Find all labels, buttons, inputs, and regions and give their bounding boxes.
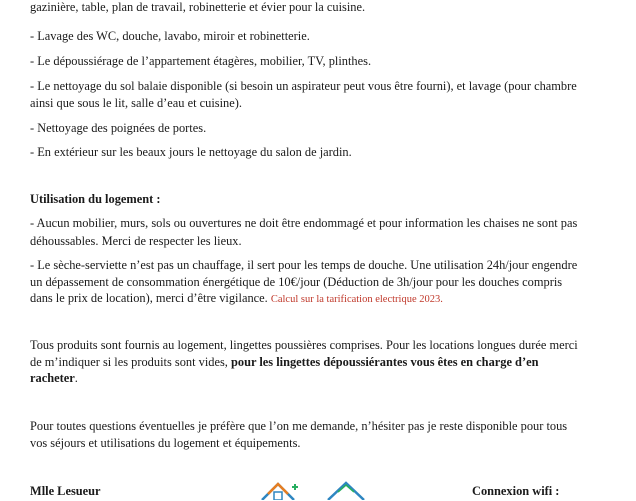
towel-line-2: un dépassement de consommation énergétique de 10€/jour (Déduction de 3h/jour pour les douches compris — [30, 275, 563, 289]
closing-line-1: Pour toutes questions éventuelles je préfère que l’on me demande, n’hésiter pas je reste disponible pour tous — [30, 419, 568, 433]
floor-line-1: - Le nettoyage du sol balaie disponible (si besoin un aspirateur peut vous être fourni), et lavage (pour chambre — [30, 79, 577, 93]
usage-heading: Utilisation du logement : — [30, 192, 161, 206]
towel-line-3-text: dans le prix de location), merci d’être vigilance. — [30, 291, 268, 305]
furniture-line-2: déhoussables. Merci de respecter les lieux. — [30, 234, 242, 248]
house-logo-icon — [258, 478, 388, 500]
tariff-note: Calcul sur la tarification electrique 2023. — [270, 294, 443, 305]
wc-line: - Lavage des WC, douche, lavabo, miroir et robinetterie. — [30, 29, 310, 43]
products-line-2 — [30, 353, 538, 372]
kitchen-line: gazinière, table, plan de travail, robinetterie et évier pour la cuisine. — [30, 0, 366, 14]
towel-line-1: - Le sèche-serviette n’est pas un chauffage, il sert pour les temps de douche. Une utilisation 24h/jour engendre — [30, 258, 578, 272]
furniture-line-1: - Aucun mobilier, murs, sols ou ouvertures ne doit être endommagé et pour information les chaises ne sont pas — [30, 216, 578, 230]
floor-line-2: ainsi que sous le lit, salle d’eau et cuisine). — [30, 96, 242, 110]
closing-line-2: vos séjours et utilisations du logement et équipements. — [30, 436, 301, 450]
handles-line: - Nettoyage des poignées de portes. — [30, 121, 207, 135]
products-line-2-bold: pour les lingettes dépoussiérantes vous êtes en charge d’en — [231, 355, 539, 369]
products-line-1: Tous produits sont fournis au logement, lingettes poussières comprises. Pour les locations longues durée merci — [30, 338, 578, 352]
towel-line-3 — [30, 289, 443, 309]
products-line-2-plain: de m’indiquer si les produits sont vides, — [30, 355, 228, 369]
products-line-3-end: . — [74, 371, 78, 385]
signature: Mlle Lesueur — [30, 484, 101, 498]
wifi-label: Connexion wifi : — [472, 484, 560, 498]
products-line-3 — [30, 369, 78, 388]
dusting-line: - Le dépoussiérage de l’appartement étagères, mobilier, TV, plinthes. — [30, 54, 372, 68]
products-line-3-bold: racheter — [30, 371, 75, 385]
garden-line: - En extérieur sur les beaux jours le nettoyage du salon de jardin. — [30, 145, 352, 159]
